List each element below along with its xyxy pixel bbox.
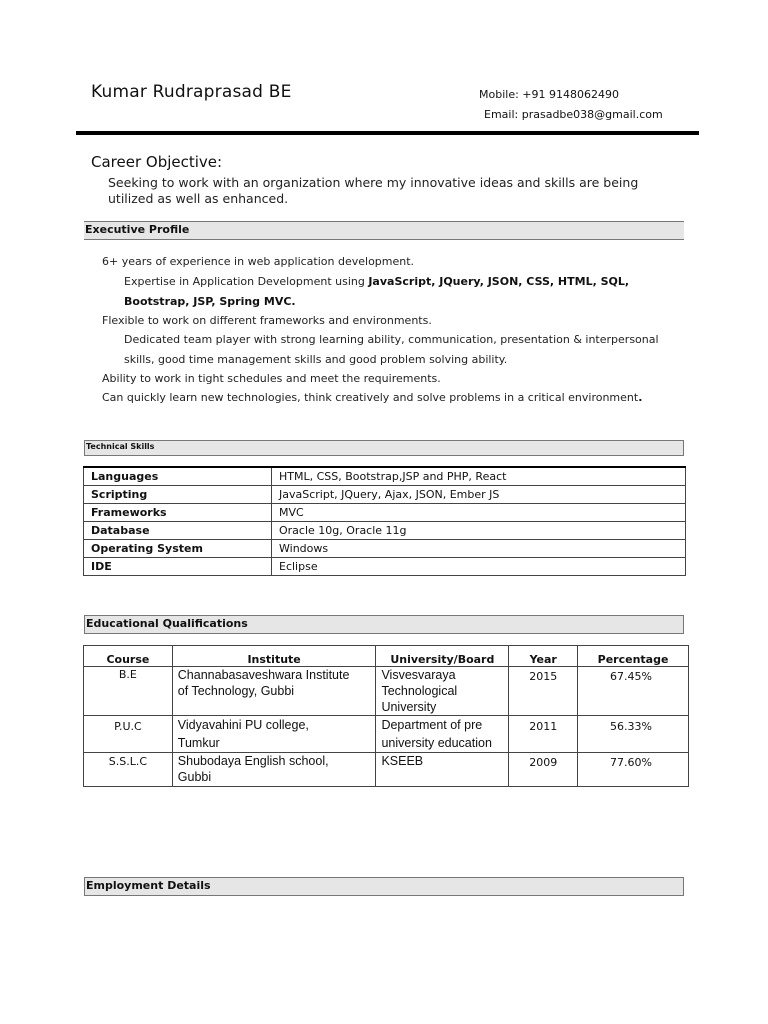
institute-line: Shubodaya English school,	[177, 754, 329, 768]
profile-skills: JavaScript, JQuery, JSON, CSS, HTML, SQL,	[368, 275, 630, 288]
profile-text: Expertise in Application Development using	[124, 275, 369, 288]
percentage-cell: 56.33%	[578, 716, 689, 753]
table-row	[84, 486, 686, 504]
column-header: University/Board	[376, 646, 509, 667]
education-table	[83, 645, 689, 787]
table-row	[84, 558, 686, 576]
university-line: KSEEB	[381, 754, 424, 768]
column-header: Institute	[172, 646, 376, 667]
university-line: Visvesvaraya	[381, 668, 456, 682]
skill-category: Frameworks	[84, 504, 272, 522]
column-header: Course	[84, 646, 173, 667]
profile-line: Flexible to work on different frameworks and environments.	[102, 314, 432, 327]
table-row	[84, 667, 689, 716]
percentage-cell: 67.45%	[578, 667, 689, 716]
technical-skills-heading: Technical Skills	[84, 440, 684, 456]
skill-category: Operating System	[84, 540, 272, 558]
institute-cell	[172, 716, 376, 753]
course-cell: P.U.C	[84, 716, 173, 753]
skill-category: IDE	[84, 558, 272, 576]
table-row	[84, 504, 686, 522]
profile-skills: Bootstrap, JSP, Spring MVC.	[124, 295, 296, 308]
university-line: University	[381, 700, 437, 714]
university-line: Technological	[381, 684, 458, 698]
table-row	[84, 753, 689, 787]
table-row	[84, 716, 689, 753]
career-objective-text	[108, 175, 668, 207]
institute-cell	[172, 753, 376, 787]
institute-line: Vidyavahini PU college,	[177, 718, 309, 732]
profile-line: 6+ years of experience in web application development.	[102, 255, 415, 268]
candidate-name: Kumar Rudraprasad BE	[91, 82, 292, 102]
skill-value: Eclipse	[272, 558, 686, 576]
mobile-number: Mobile: +91 9148062490	[479, 88, 619, 101]
university-cell	[376, 753, 509, 787]
career-objective-line: Seeking to work with an organization where my innovative ideas and skills are being	[108, 175, 639, 190]
year-cell: 2009	[509, 753, 578, 787]
table-header-row	[84, 646, 689, 667]
skill-value: Oracle 10g, Oracle 11g	[272, 522, 686, 540]
course-cell: S.S.L.C	[84, 753, 173, 787]
course-cell: B.E	[84, 667, 173, 716]
employment-heading: Employment Details	[84, 877, 684, 896]
column-header: Percentage	[578, 646, 689, 667]
percentage-cell: 77.60%	[578, 753, 689, 787]
header-divider	[76, 131, 699, 135]
education-heading: Educational Qualifications	[84, 615, 684, 634]
institute-line: Gubbi	[177, 770, 212, 784]
year-cell: 2011	[509, 716, 578, 753]
university-cell	[376, 667, 509, 716]
profile-period: .	[638, 391, 643, 404]
institute-cell	[172, 667, 376, 716]
skill-value: HTML, CSS, Bootstrap,JSP and PHP, React	[272, 467, 686, 486]
university-cell	[376, 716, 509, 753]
institute-line: Tumkur	[177, 736, 220, 750]
executive-profile-heading: Executive Profile	[84, 221, 684, 240]
institute-line: of Technology, Gubbi	[177, 684, 295, 698]
table-row	[84, 522, 686, 540]
column-header: Year	[509, 646, 578, 667]
university-line: university education	[381, 736, 492, 750]
skill-value: MVC	[272, 504, 686, 522]
skill-value: JavaScript, JQuery, Ajax, JSON, Ember JS	[272, 486, 686, 504]
profile-line	[102, 391, 642, 404]
table-row	[84, 540, 686, 558]
university-line: Department of pre	[381, 718, 483, 732]
skill-category: Scripting	[84, 486, 272, 504]
table-row	[84, 467, 686, 486]
career-objective-title: Career Objective:	[91, 153, 223, 171]
year-cell: 2015	[509, 667, 578, 716]
profile-line	[124, 295, 296, 308]
email-address: Email: prasadbe038@gmail.com	[484, 108, 663, 121]
profile-line: Dedicated team player with strong learning ability, communication, presentation & interpersonal	[124, 333, 659, 346]
skill-value: Windows	[272, 540, 686, 558]
profile-line	[124, 275, 629, 288]
profile-text: Can quickly learn new technologies, think creatively and solve problems in a critical environment	[102, 391, 639, 404]
career-objective-line: utilized as well as enhanced.	[108, 191, 289, 206]
skill-category: Database	[84, 522, 272, 540]
profile-line: Ability to work in tight schedules and meet the requirements.	[102, 372, 441, 385]
institute-line: Channabasaveshwara Institute	[177, 668, 350, 682]
skill-category: Languages	[84, 467, 272, 486]
profile-line: skills, good time management skills and good problem solving ability.	[124, 353, 508, 366]
technical-skills-table	[83, 466, 686, 576]
